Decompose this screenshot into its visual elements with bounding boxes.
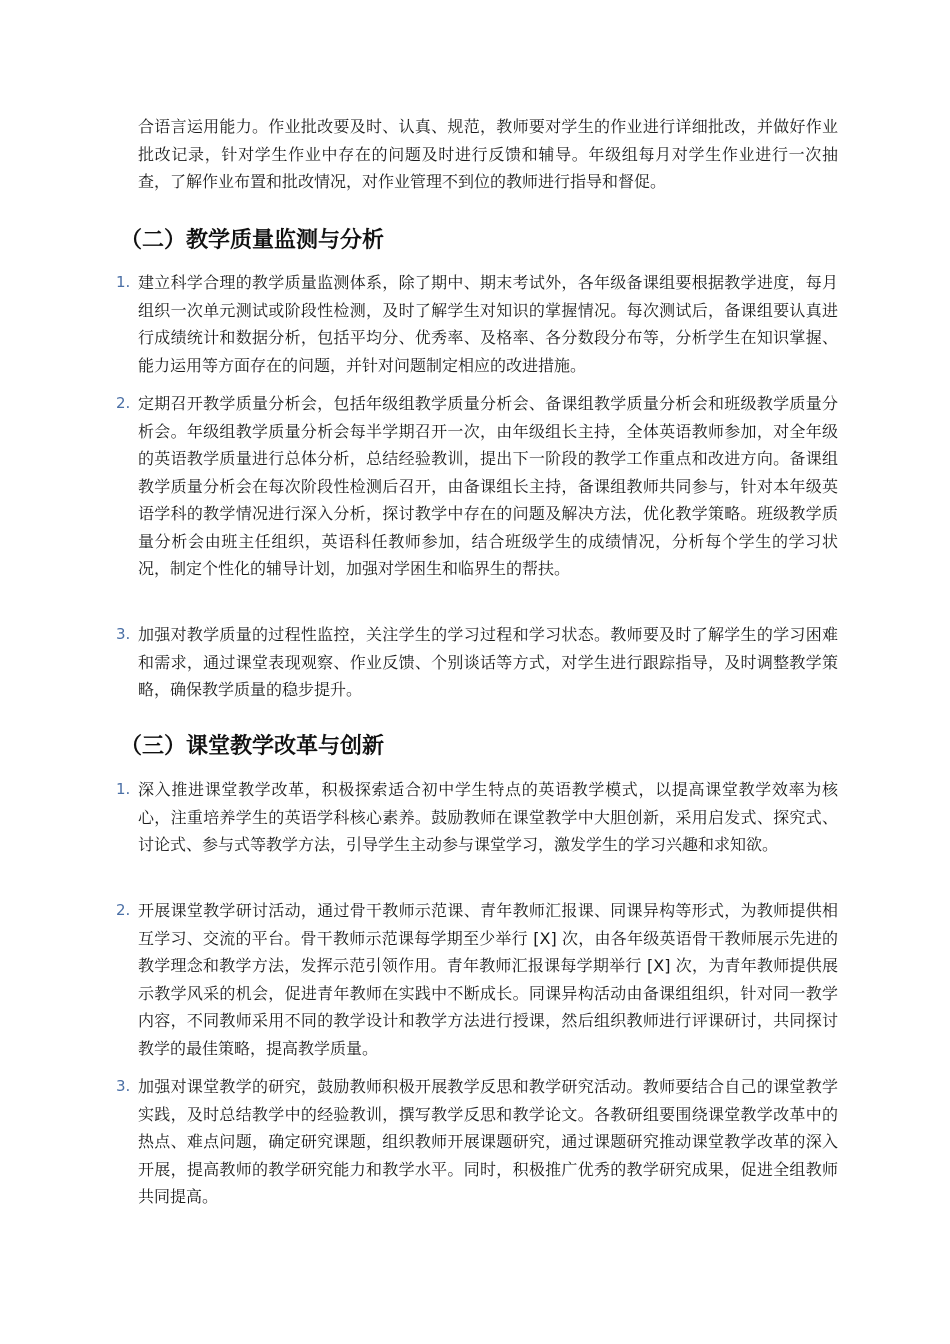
list-item-text: 加强对课堂教学的研究，鼓励教师积极开展教学反思和教学研究活动。教师要结合自己的课堂教学实践，及时总结教学中的经验教训，撰写教学反思和教学论文。各教研组要围绕课堂教学改革中的热点、难点问题，确定研究课题，组织教师开展课题研究，通过课题研究推动课堂教学改革的深入开展，提高教师的教学研究能力和教学水平。同时，积极推广优秀的教学研究成果，促进全组教师共同提高。 [138, 1077, 838, 1206]
list-item-text: 加强对教学质量的过程性监控，关注学生的学习过程和学习状态。教师要及时了解学生的学习困难和需求，通过课堂表现观察、作业反馈、个别谈话等方式，对学生进行跟踪指导，及时调整教学策略，确保教学质量的稳步提升。 [138, 625, 838, 699]
list-number: 2. [116, 901, 131, 919]
list-item-text: 定期召开教学质量分析会，包括年级组教学质量分析会、备课组教学质量分析会和班级教学质量分析会。年级组教学质量分析会每半学期召开一次，由年级组长主持，全体英语教师参加，对全年级的英语教学质量进行总体分析，总结经验教训，提出下一阶段的教学工作重点和改进方向。备课组教学质量分析会在每次阶段性检测后召开，由备课组长主持，备课组教师共同参与，针对本年级英语学科的教学情况进行深入分析，探讨教学中存在的问题及解决方法，优化教学策略。班级教学质量分析会由班主任组织，英语科任教师参加，结合班级学生的成绩情况，分析每个学生的学习状况，制定个性化的辅导计划，加强对学困生和临界生的帮扶。 [138, 394, 838, 578]
section-heading-quality-monitoring: （二）教学质量监测与分析 [120, 228, 385, 253]
list-number: 2. [116, 394, 131, 412]
list-item-text: 开展课堂教学研讨活动，通过骨干教师示范课、青年教师汇报课、同课异构等形式，为教师提供相互学习、交流的平台。骨干教师示范课每学期至少举行 [X] 次，由各年级英语骨干教师展示先进的教学理念和教学方法，发挥示范引领作用。青年教师汇报课每学期举行 [X] 次，为青年教师提供展示教学风采的机会，促进青年教师在实践中不断成长。同课异构活动由备课组组织，针对同一教学内容，不同教师采用不同的教学设计和教学方法进行授课，然后组织教师进行评课研讨，共同探讨教学的最佳策略，提高教学质量。 [138, 901, 838, 1058]
list-item-text: 建立科学合理的教学质量监测体系，除了期中、期末考试外，各年级备课组要根据教学进度，每月组织一次单元测试或阶段性检测，及时了解学生对知识的掌握情况。每次测试后，备课组要认真进行成绩统计和数据分析，包括平均分、优秀率、及格率、各分数段分布等，分析学生在知识掌握、能力运用等方面存在的问题，并针对问题制定相应的改进措施。 [138, 273, 838, 375]
intro-paragraph: 合语言运用能力。作业批改要及时、认真、规范，教师要对学生的作业进行详细批改，并做好作业批改记录，针对学生作业中存在的问题及时进行反馈和辅导。年级组每月对学生作业进行一次抽查，了解作业布置和批改情况，对作业管理不到位的教师进行指导和督促。 [138, 117, 838, 191]
list-item-text: 深入推进课堂教学改革，积极探索适合初中学生特点的英语教学模式，以提高课堂教学效率为核心，注重培养学生的英语学科核心素养。鼓励教师在课堂教学中大胆创新，采用启发式、探究式、讨论式、参与式等教学方法，引导学生主动参与课堂学习，激发学生的学习兴趣和求知欲。 [138, 780, 838, 854]
list-number: 1. [116, 780, 131, 798]
list-number: 3. [116, 625, 131, 643]
list-number: 3. [116, 1077, 131, 1095]
list-number: 1. [116, 273, 131, 291]
section-heading-classroom-reform: （三）课堂教学改革与创新 [120, 734, 385, 759]
